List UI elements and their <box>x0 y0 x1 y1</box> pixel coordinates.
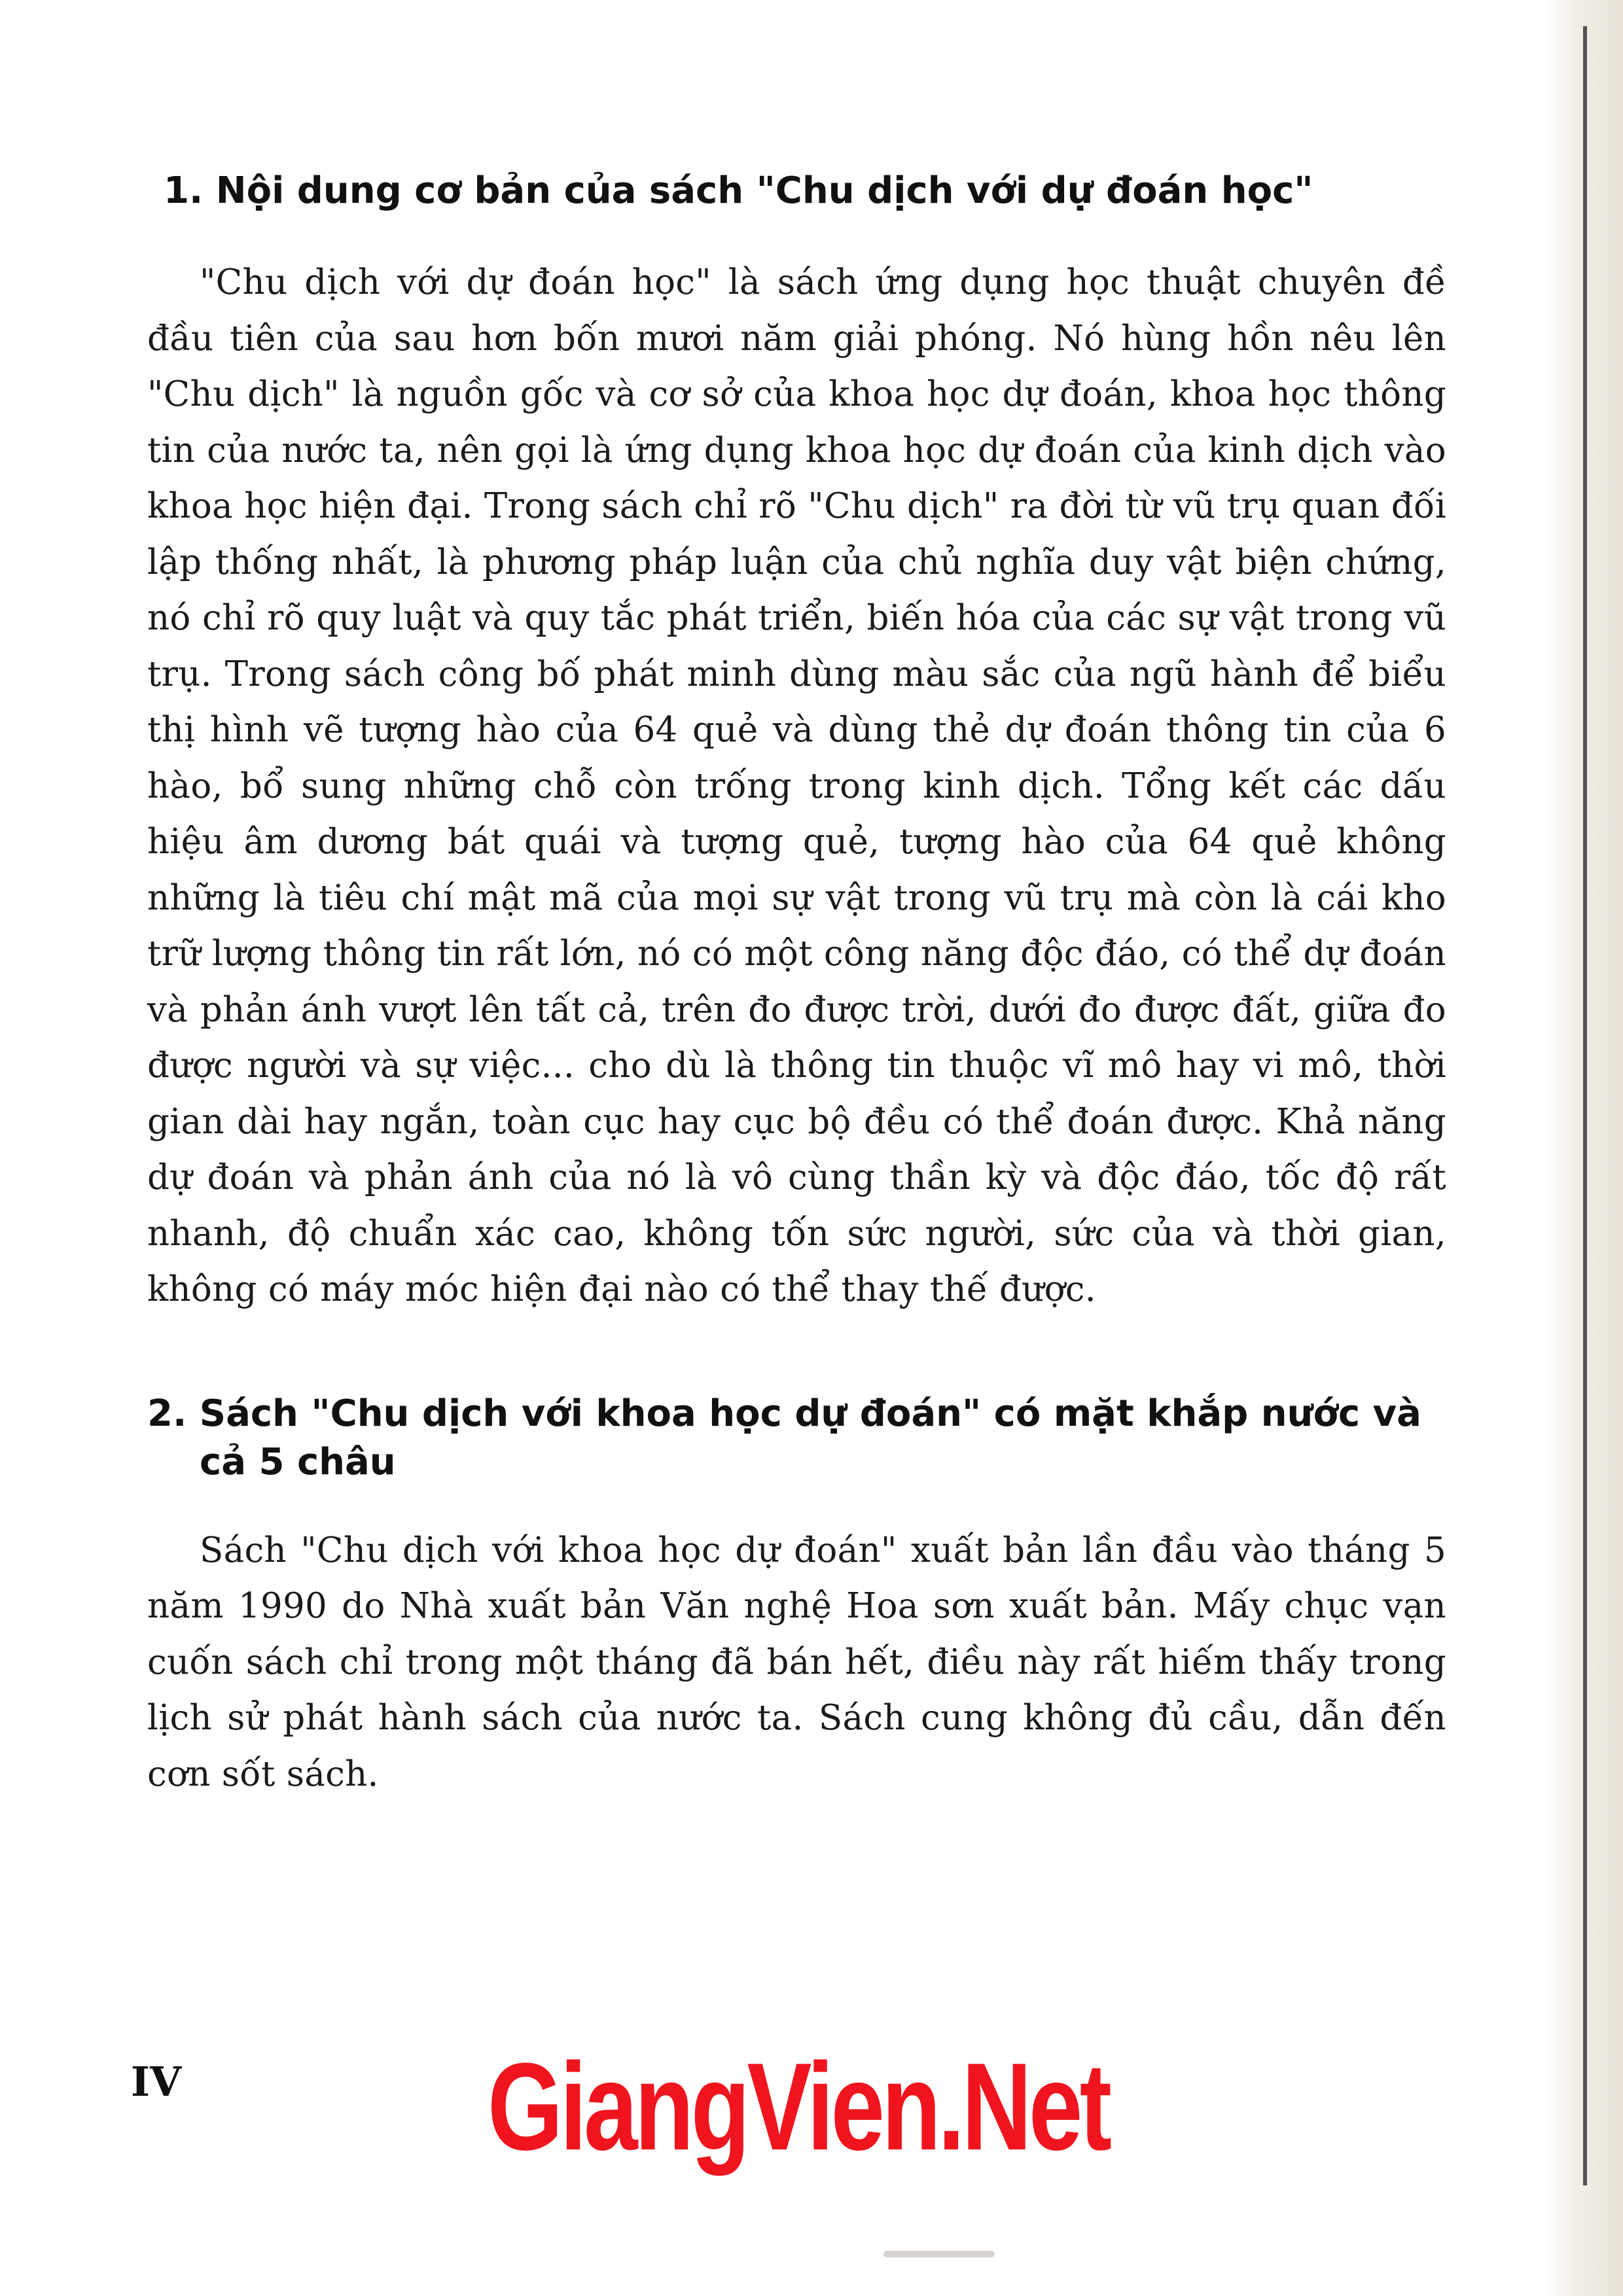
section-1-paragraph: "Chu dịch với dự đoán học" là sách ứng dụng học thuật chuyên đề đầu tiên của sau hơn bốn mươi năm giải phóng. Nó hùng hồn nêu lên "Chu dịch" là nguồn gốc và cơ sở của khoa học dự đoán, khoa học thông tin của nước ta, nên gọi là ứng dụng khoa học dự đoán của kinh dịch vào khoa học hiện đại. Trong sách chỉ rõ "Chu dịch" ra đời từ vũ trụ quan đối lập thống nhất, là phương pháp luận của chủ nghĩa duy vật biện chứng, nó chỉ rõ quy luật và quy tắc phát triển, biến hóa của các sự vật trong vũ trụ. Trong sách công bố phát minh dùng màu sắc của ngũ hành để biểu thị hình vẽ tượng hào của 64 quẻ và dùng thẻ dự đoán thông tin của 6 hào, bổ sung những chỗ còn trống trong kinh dịch. Tổng kết các dấu hiệu âm dương bát quái và tượng quẻ, tượng hào của 64 quẻ không những là tiêu chí mật mã của mọi sự vật trong vũ trụ mà còn là cái kho trữ lượng thông tin rất lớn, nó có một công năng độc đáo, có thể dự đoán và phản ánh vượt lên tất cả, trên đo được trời, dưới đo được đất, giữa đo được người và sự việc... cho dù là thông tin thuộc vĩ mô hay vi mô, thời gian dài hay ngắn, toàn cục hay cục bộ đều có thể đoán được. Khả năng dự đoán và phản ánh của nó là vô cùng thần kỳ và độc đáo, tốc độ rất nhanh, độ chuẩn xác cao, không tốn sức người, sức của và thời gian, không có máy móc hiện đại nào có thể thay thế được. <box>147 262 1446 1309</box>
section-2-paragraph: Sách "Chu dịch với khoa học dự đoán" xuất bản lần đầu vào tháng 5 năm 1990 do Nhà xuất bản Văn nghệ Hoa sơn xuất bản. Mấy chục vạn cuốn sách chỉ trong một tháng đã bán hết, điều này rất hiếm thấy trong lịch sử phát hành sách của nước ta. Sách cung không đủ cầu, dẫn đến cơn sốt sách. <box>147 1530 1446 1794</box>
page-edge-line <box>1583 26 1587 2185</box>
section-1-heading: 1. Nội dung cơ bản của sách "Chu dịch với dự đoán học" <box>164 169 1313 212</box>
section-2-heading: 2. Sách "Chu dịch với khoa học dự đoán" có mặt khắp nước và cả 5 châu <box>147 1392 1421 1483</box>
page-content <box>147 167 1446 1802</box>
page-number: IV <box>131 2058 182 2106</box>
watermark-logo: GiangVien.Net <box>488 2038 1109 2176</box>
scan-smudge <box>883 2251 995 2257</box>
